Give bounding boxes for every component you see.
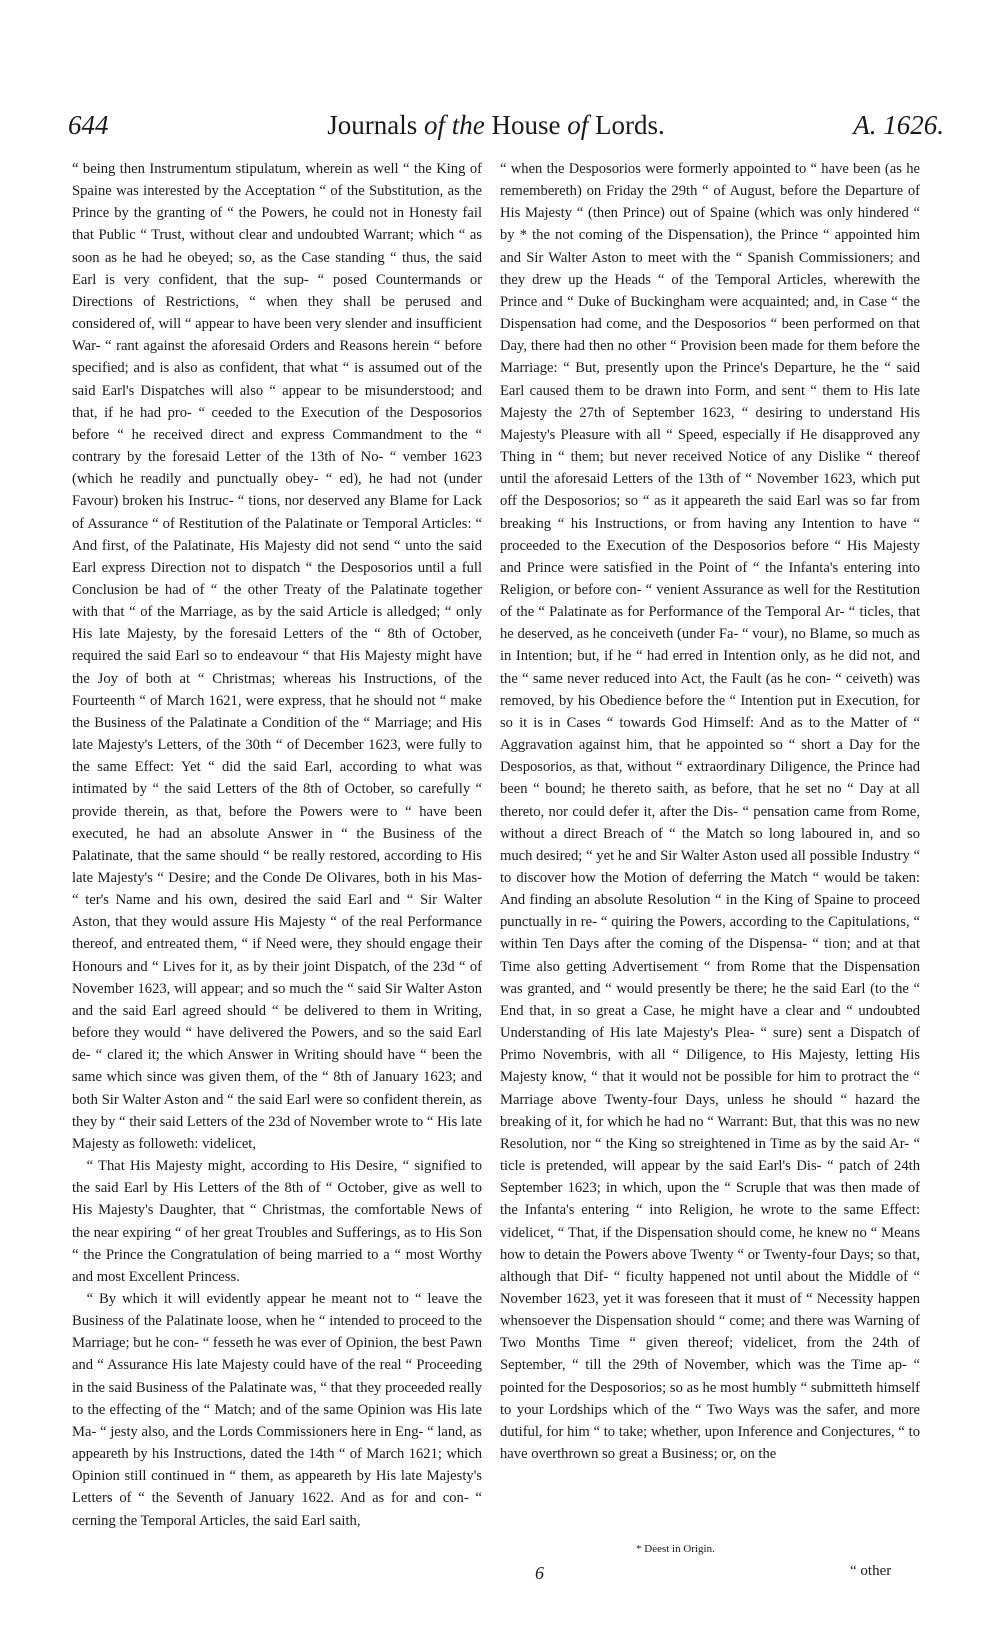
footnote: * Deest in Origin. bbox=[636, 1543, 715, 1555]
running-header bbox=[0, 110, 992, 150]
paragraph: “ when the Desposorios were formerly appointed to “ have been (as he remembereth) on Friday the 29th “ of August, before the Departure of His Majesty “ (then Prince) out of Spaine (which was only hindered “ by * the not coming of the Dispensation), the Prince “ appointed him and Sir Walter Aston to meet with the “ Spanish Commissioners; and they drew up the Heads “ of the Temporal Articles, wherewith the Prince and “ Duke of Buckingham were acquainted; and, in Case “ the Dispensation had come, and the Desposorios “ been performed on that Day, there had then no other “ Provision been made for them before the Marriage: “ But, presently upon the Prince's Departure, he the “ said Earl caused them to be drawn into Form, and sent “ them to His late Majesty the 27th of September 1623, “ desiring to understand His Majesty's Pleasure with all “ Speed, especially if He disapproved any Thing in “ them; but never received Notice of any Dislike “ thereof until the aforesaid Letters of the 13th of “ November 1623, which put off the Desposorios; so “ as it appeareth the said Earl was so far from breaking “ his Instructions, or from having any Intention to have “ proceeded to the Execution of the Desposorios before “ His Majesty and Prince were satisfied in the Point of “ the Infanta's entering into Religion, or before con- “ venient Assurance as well for the Restitution of the “ Palatinate as for Performance of the Temporal Ar- “ ticles, that he deserved, as he conceiveth (under Fa- “ vour), no Blame, so much as in Intention; but, if he “ had erred in Intention only, as he did not, and the “ same never reduced into Act, the Fault (as he con- “ ceiveth) was removed, by his Obedience before the “ Intention put in Execution, for so it is in Cases “ towards God Himself: And as to the Matter of “ Aggravation against him, that he appointed so “ short a Day for the Desposorios, as that, without “ extraordinary Diligence, the Prince had been “ bound; he thereto saith, as before, that he set no “ Day at all thereto, nor could defer it, after the Dis- “ pensation came from Rome, without a direct Breach of “ the Match so long laboured in, and so much desired; “ yet he and Sir Walter Aston used all possible Industry “ to discover how the Motion of deferring the Match “ would be taken: And finding an absolute Resolution “ in the King of Spaine to proceed punctually in re- “ quiring the Powers, according to the Capitulations, “ within Ten Days after the coming of the Dispensa- “ tion; and at that Time also getting Advertisement “ from Rome that the Dispensation was granted, and “ would presently be there; he the said Earl (to the “ End that, in so great a Case, he might have a clear and “ undoubted Understanding of His late Majesty's Plea- “ sure) sent a Dispatch of Primo Novembris, with all “ Diligence, to His Majesty, letting His Majesty know, “ that it would not be possible for him to protract the “ Marriage above Twenty-four Days, unless he should “ hazard the breaking of it, for which he had no “ Warrant: But, that this was no new Resolution, nor “ the King so streightened in Time as by the said Ar- “ ticle is pretended, will appear by the said Earl's Dis- “ patch of 24th September 1623; in which, upon the “ Scruple that was then made of the Infanta's entering “ into Religion, he wrote to the same Effect: videlicet, “ That, if the Dispensation should come, he knew no “ Means how to detain the Powers above Twenty “ or Twenty-four Days; so that, although that Dif- “ ficulty happened not until about the Middle of “ November 1623, yet it was foreseen that it must of “ Necessity happen whensoever the Dispensation should “ come; and there was Warning of Two Months Time “ given thereof; videlicet, from the 24th of September, “ till the 29th of November, which was the Time ap- “ pointed for the Desposorios; so as he most humbly “ submitteth himself to your Lordships which of the “ Two Ways was the safer, and more dutiful, for him “ to take; whether, upon Inference and Conjectures, “ to have overthrown so great a Business; or, on the bbox=[500, 161, 920, 1463]
page-number: 644 bbox=[68, 110, 109, 140]
right-column bbox=[500, 158, 920, 1553]
catchword: “ other bbox=[850, 1563, 892, 1579]
title-journals: Journals bbox=[327, 110, 418, 140]
running-title bbox=[0, 110, 992, 141]
title-the: the bbox=[451, 110, 485, 140]
title-of-1: of bbox=[423, 110, 445, 140]
signature-mark: 6 bbox=[535, 1563, 544, 1583]
title-lords: Lords. bbox=[595, 110, 665, 140]
title-of-2: of bbox=[567, 110, 589, 140]
paragraph: “ By which it will evidently appear he meant not to “ leave the Business of the Palatinate loose, when he “ intended to proceed to the Marriage; but he con- “ fesseth he was ever of Opinion, the best Pawn and “ Assurance His late Majesty could have of the real “ Proceeding in the said Business of the Palatinate was, “ that they proceeded really to the effecting of the “ Match; and of the same Opinion was His late Ma- “ jesty also, and the Lords Commissioners here in Eng- “ land, as appeareth by his Instructions, dated the 14th “ of March 1621; which Opinion still continued in “ them, as appeareth by His late Majesty's Letters of “ the Seventh of January 1622. And as for and con- “ cerning the Temporal Articles, the said Earl saith, bbox=[72, 1290, 482, 1529]
paragraph: “ being then Instrumentum stipulatum, wherein as well “ the King of Spaine was interested by the Acceptation “ of the Substitution, as the Prince by the granting of “ the Powers, he could not in Honesty fail that Public “ Trust, without clear and undoubted Warrant; which “ as soon as he had he obeyed; so, as the Case standing “ thus, the said Earl is very confident, that the sup- “ posed Countermands or Directions of Restrictions, “ when they shall be perused and considered of, will “ appear to have been very slender and insufficient War- “ rant against the aforesaid Orders and Reasons herein “ before specified; and is also as confident, that what “ is assumed out of the said Earl's Dispatches will also “ appear to be misunderstood; and that, if he had pro- “ ceeded to the Execution of the Desposorios before “ he received direct and express Commandment to the “ contrary by the foresaid Letter of the 13th of No- “ vember 1623 (which he readily and punctually obey- “ ed), he had not (under Favour) broken his Instruc- “ tions, nor deserved any Blame for Lack of Assurance “ of Restitution of the Palatinate or Temporal Articles: “ And first, of the Palatinate, His Majesty did not send “ unto the said Earl express Direction not to dispatch “ the Desposorios until a full Conclusion be had of “ the other Treaty of the Palatinate together with that “ of the Marriage, as by the said Article is alledged; “ only His late Majesty, by the foresaid Letters of the “ 8th of October, required the said Earl so to endeavour “ that His Majesty might have the Joy of both at “ Christmas; whereas his Instructions, of the Fourteenth “ of March 1621, were express, that he should not “ make the Business of the Palatinate a Condition of the “ Marriage; and His late Majesty's Letters, of the 30th “ of December 1623, were fully to the same Effect: Yet “ did the said Earl, according to what was intimated by “ the said Letters of the 8th of October, so carefully “ provide therein, as that, before the Powers were to “ have been executed, he had an absolute Answer in “ the Business of the Palatinate, that the same should “ be really restored, according to His late Majesty's “ Desire; and the Conde De Olivares, both in his Mas- “ ter's Name and his own, desired the said Earl and “ Sir Walter Aston, that they would assure His Majesty “ of the real Performance thereof, and entreated them, “ if Need were, they should engage their Honours and “ Lives for it, as by their joint Dispatch, of the 23d “ of November 1623, will appear; and so much the “ said Sir Walter Aston and the said Earl agreed should “ be delivered to them in Writing, before they would “ have delivered the Powers, and so the said Earl de- “ clared it; the which Answer in Writing should have “ been the same which since was given them, of the “ 8th of January 1623; and both Sir Walter Aston and “ the said Earl were so confident therein, as they by “ their said Letters of the 23d of November wrote to “ His late Majesty as followeth: videlicet, bbox=[72, 161, 482, 1152]
paragraph: “ That His Majesty might, according to His Desire, “ signified to the said Earl by His Letters of the 8th of “ October, give as well to His Majesty's Daughter, that “ Christmas, the comfortable News of the near expiring “ of her great Troubles and Sufferings, as to His Son “ the Prince the Congratulation of being married to a “ most Worthy and most Excellent Princess. bbox=[72, 1158, 482, 1285]
title-house: House bbox=[491, 110, 561, 140]
year: A. 1626. bbox=[853, 110, 944, 140]
left-column bbox=[72, 158, 482, 1553]
